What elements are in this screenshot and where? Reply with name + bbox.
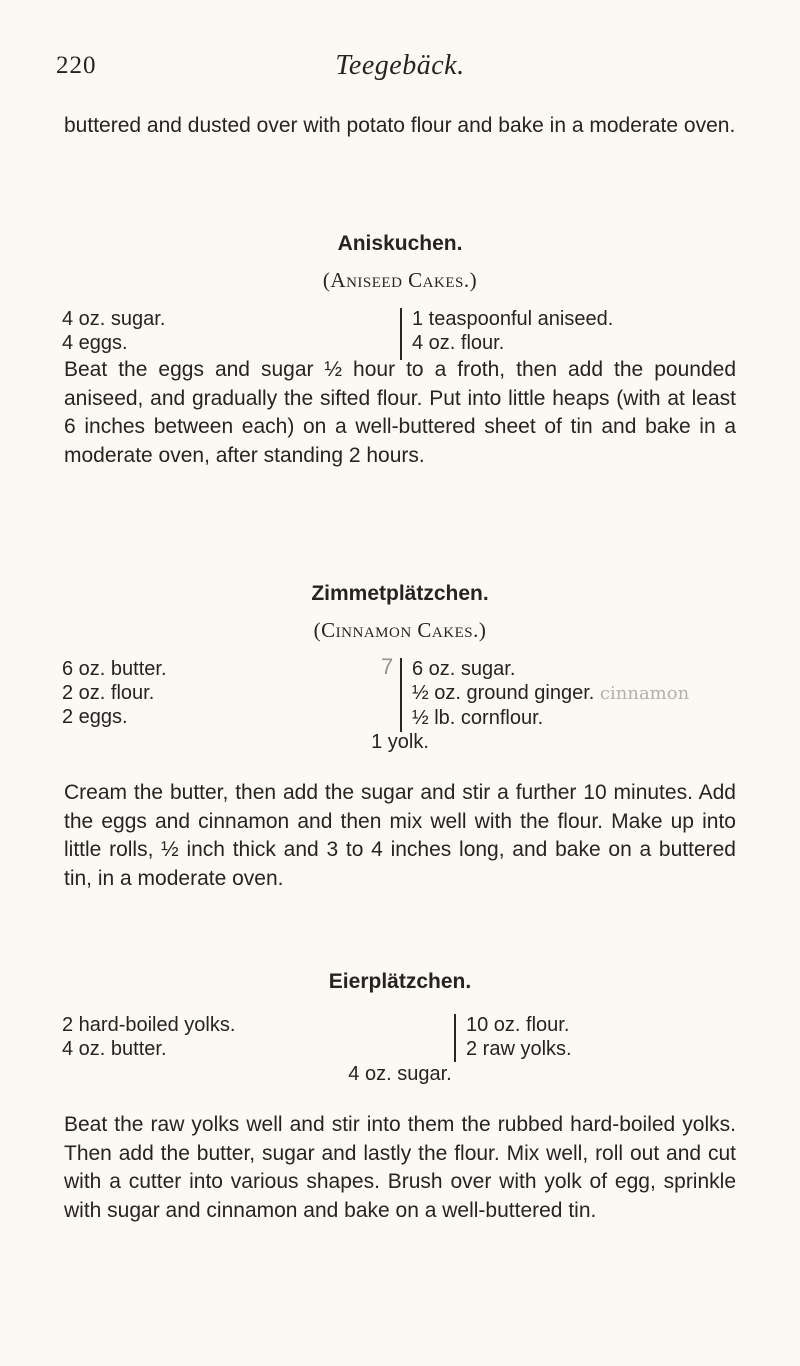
ingredient: 6 oz. sugar.	[412, 658, 516, 680]
ingredient: 2 eggs.	[62, 706, 128, 728]
ingredient: 4 oz. sugar.	[348, 1063, 452, 1085]
ingredient: 1 yolk.	[371, 731, 429, 753]
recipe-subtitle: (Aniseed Cakes.)	[322, 268, 478, 292]
column-divider	[400, 658, 402, 732]
running-title: Teegebäck.	[335, 50, 465, 81]
ingredient: 4 oz. sugar.	[62, 308, 166, 330]
ingredients-right	[466, 1013, 572, 1061]
ingredient: 4 oz. flour.	[412, 332, 505, 354]
ingredients-right	[412, 307, 613, 355]
recipe-title: Zimmetplätzchen.	[311, 582, 489, 605]
ingredient: 4 oz. butter.	[62, 1038, 167, 1060]
ingredient: 1 teaspoonful aniseed.	[412, 308, 614, 330]
ingredient: 6 oz. butter.	[62, 658, 167, 680]
column-divider	[454, 1014, 456, 1062]
recipe-method: Beat the raw yolks well and stir into them the rubbed hard-boiled yolks. Then add the butter, sugar and lastly the flour. Mix well, roll out and cut with a cutter into various shapes. Brush over with yolk of egg, sprinkle with sugar and cinnamon and bake on a well-buttered tin.	[64, 1113, 736, 1222]
pencil-mark: 7	[381, 654, 394, 679]
ingredients-left	[62, 657, 167, 729]
recipe-subtitle: (Cinnamon Cakes.)	[313, 618, 487, 642]
recipe-method: Beat the eggs and sugar ½ hour to a froth, then add the pounded aniseed, and gradually the sifted flour. Put into little heaps (with at least 6 inches between each) on a well-buttered sheet of tin and bake in a moderate oven, after standing 2 hours.	[64, 358, 736, 467]
ingredients-center	[0, 730, 800, 754]
ingredient: 4 eggs.	[62, 332, 128, 354]
ingredients-right	[412, 657, 689, 730]
page-number: 220	[56, 52, 97, 79]
ingredient: 2 raw yolks.	[466, 1038, 572, 1060]
ingredient: 2 oz. flour.	[62, 682, 155, 704]
ingredient: ½ oz. ground ginger. cinnamon	[412, 682, 690, 704]
recipe-title: Aniskuchen.	[337, 232, 463, 255]
recipe-title: Eierplätzchen.	[328, 970, 472, 993]
ingredient: 10 oz. flour.	[466, 1014, 570, 1036]
ingredient: ½ lb. cornflour.	[412, 707, 544, 729]
ingredients-left	[62, 1013, 235, 1061]
ingredients-left	[62, 307, 165, 355]
column-divider	[400, 308, 402, 360]
ingredients-center	[0, 1062, 800, 1086]
intro-paragraph: buttered and dusted over with potato flour and bake in a moderate oven.	[64, 114, 736, 137]
ingredient: 2 hard-boiled yolks.	[62, 1014, 236, 1036]
pencil-annotation: cinnamon	[599, 683, 690, 704]
recipe-method: Cream the butter, then add the sugar and stir a further 10 minutes. Add the eggs and cinnamon and then mix well with the flour. Make up into little rolls, ½ inch thick and 3 to 4 inches long, and bake on a buttered tin, in a moderate oven.	[64, 781, 736, 890]
